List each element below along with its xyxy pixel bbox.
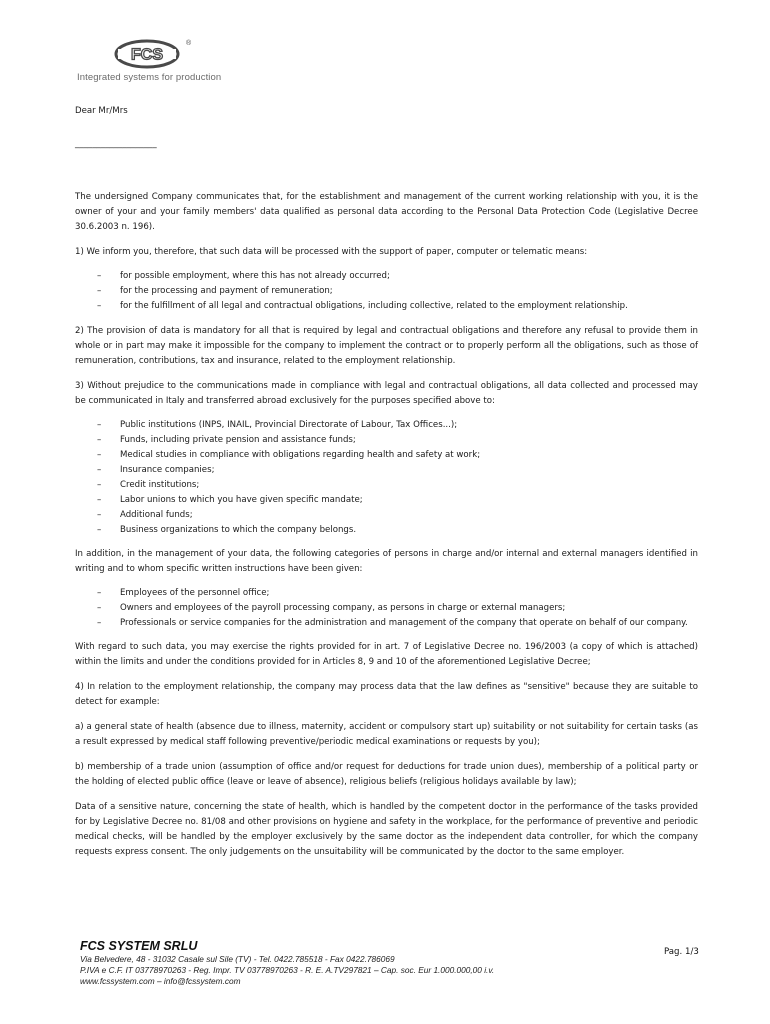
list-item: – for the processing and payment of remuneration;	[97, 286, 333, 296]
list-item: – Medical studies in compliance with obligations regarding health and safety at work;	[97, 450, 481, 460]
paragraph-1: 1) We inform you, therefore, that such data will be processed with the support of paper, computer or telematic means:	[75, 247, 588, 257]
list-item: – Professionals or service companies for the administration and management of the company that operate on behalf of our company.	[97, 618, 688, 628]
paragraph-4: In addition, in the management of your data, the following categories of persons in charge and/or internal and external managers identified in writing and to whom specific written instructions have been given:	[75, 549, 698, 574]
footer-web-contact: www.fcssystem.com – info@fcssystem.com	[80, 976, 241, 986]
paragraph-9: Data of a sensitive nature, concerning the state of health, which is handled by the competent doctor in the performance of the tasks provided for by Legislative Decree no. 81/08 and other provisions on hygiene and safety in the workplace, for the performance of preventive and periodic medical checks, will be handled by the employer exclusively by the same doctor as the independent data controller, for which the company requests express consent. The only judgements on the unsuitability will be communicated by the doctor to the same employer.	[75, 802, 698, 857]
list-item: – Owners and employees of the payroll processing company, as persons in charge or external managers;	[97, 603, 566, 613]
page-number: Pag. 1/3	[664, 947, 699, 957]
paragraph-8: b) membership of a trade union (assumption of office and/or request for deductions for trade union dues), membership of a political party or the holding of elected public office (leave or leave of absence), religious beliefs (religious holidays available by law);	[75, 762, 698, 787]
list-item: – Insurance companies;	[97, 465, 215, 475]
list-item: – Labor unions to which you have given specific mandate;	[97, 495, 363, 505]
recipients-list	[75, 418, 698, 538]
company-tagline: Integrated systems for production	[77, 72, 222, 83]
list-item: – Employees of the personnel office;	[97, 588, 270, 598]
list-item: – Credit institutions;	[97, 480, 200, 490]
paragraph-3: 3) Without prejudice to the communications made in compliance with legal and contractual obligations, all data collected and processed may be communicated in Italy and transferred abroad exclusively for the purposes specified above to:	[75, 381, 698, 406]
list-item: – for the fulfillment of all legal and contractual obligations, including collective, related to the employment relationship.	[97, 301, 628, 311]
list-item: – Business organizations to which the company belongs.	[97, 525, 357, 535]
paragraph-5: With regard to such data, you may exercise the rights provided for in art. 7 of Legislative Decree no. 196/2003 (a copy of which is attached) within the limits and under the conditions provided for in Articles 8, 9 and 10 of the aforementioned Legislative Decree;	[75, 642, 698, 667]
logo-text: FCS	[131, 46, 163, 64]
paragraph-6: 4) In relation to the employment relationship, the company may process data that the law defines as "sensitive" because they are suitable to detect for example:	[75, 682, 698, 707]
list-item: – for possible employment, where this has not already occurred;	[97, 271, 390, 281]
footer-company-name: FCS SYSTEM SRLU	[80, 939, 198, 953]
greeting: Dear Mr/Mrs	[75, 106, 128, 116]
intro-paragraph: The undersigned Company communicates that, for the establishment and management of the current working relationship with you, it is the owner of your and your family members' data qualified as personal data according to the Personal Data Protection Code (Legislative Decree 30.6.2003 n. 196).	[75, 192, 698, 232]
paragraph-7: a) a general state of health (absence due to illness, maternity, accident or compulsory start up) suitability or not suitability for certain tasks (as a result expressed by medical staff following preventive/periodic medical examinations or requests by you);	[75, 722, 698, 747]
list-item: – Funds, including private pension and assistance funds;	[97, 435, 356, 445]
persons-in-charge-list	[75, 586, 698, 631]
list-item: – Public institutions (INPS, INAIL, Provincial Directorate of Labour, Tax Offices...);	[97, 420, 458, 430]
footer-address: Via Belvedere, 48 - 31032 Casale sul Sile (TV) - Tel. 0422.785518 - Fax 0422.786069	[80, 954, 395, 964]
registered-mark-icon: ®	[186, 40, 192, 47]
letter-body	[75, 104, 698, 860]
footer-registry: P.IVA e C.F. IT 03778970263 - Reg. Impr. TV 03778970263 - R. E. A.TV297821 – Cap. soc. Eur 1.000.000,00 i.v.	[80, 965, 495, 975]
list-item: – Additional funds;	[97, 510, 193, 520]
processing-purposes-list	[75, 269, 698, 314]
recipient-name-blank: ___________________	[75, 139, 157, 149]
page-footer	[80, 939, 700, 987]
paragraph-2: 2) The provision of data is mandatory for all that is required by legal and contractual obligations and therefore any refusal to provide them in whole or in part may make it impossible for the company to implement the contract or to properly perform all the obligations, such as those of remuneration, contributions, tax and insurance, related to the employment relationship.	[75, 326, 698, 366]
